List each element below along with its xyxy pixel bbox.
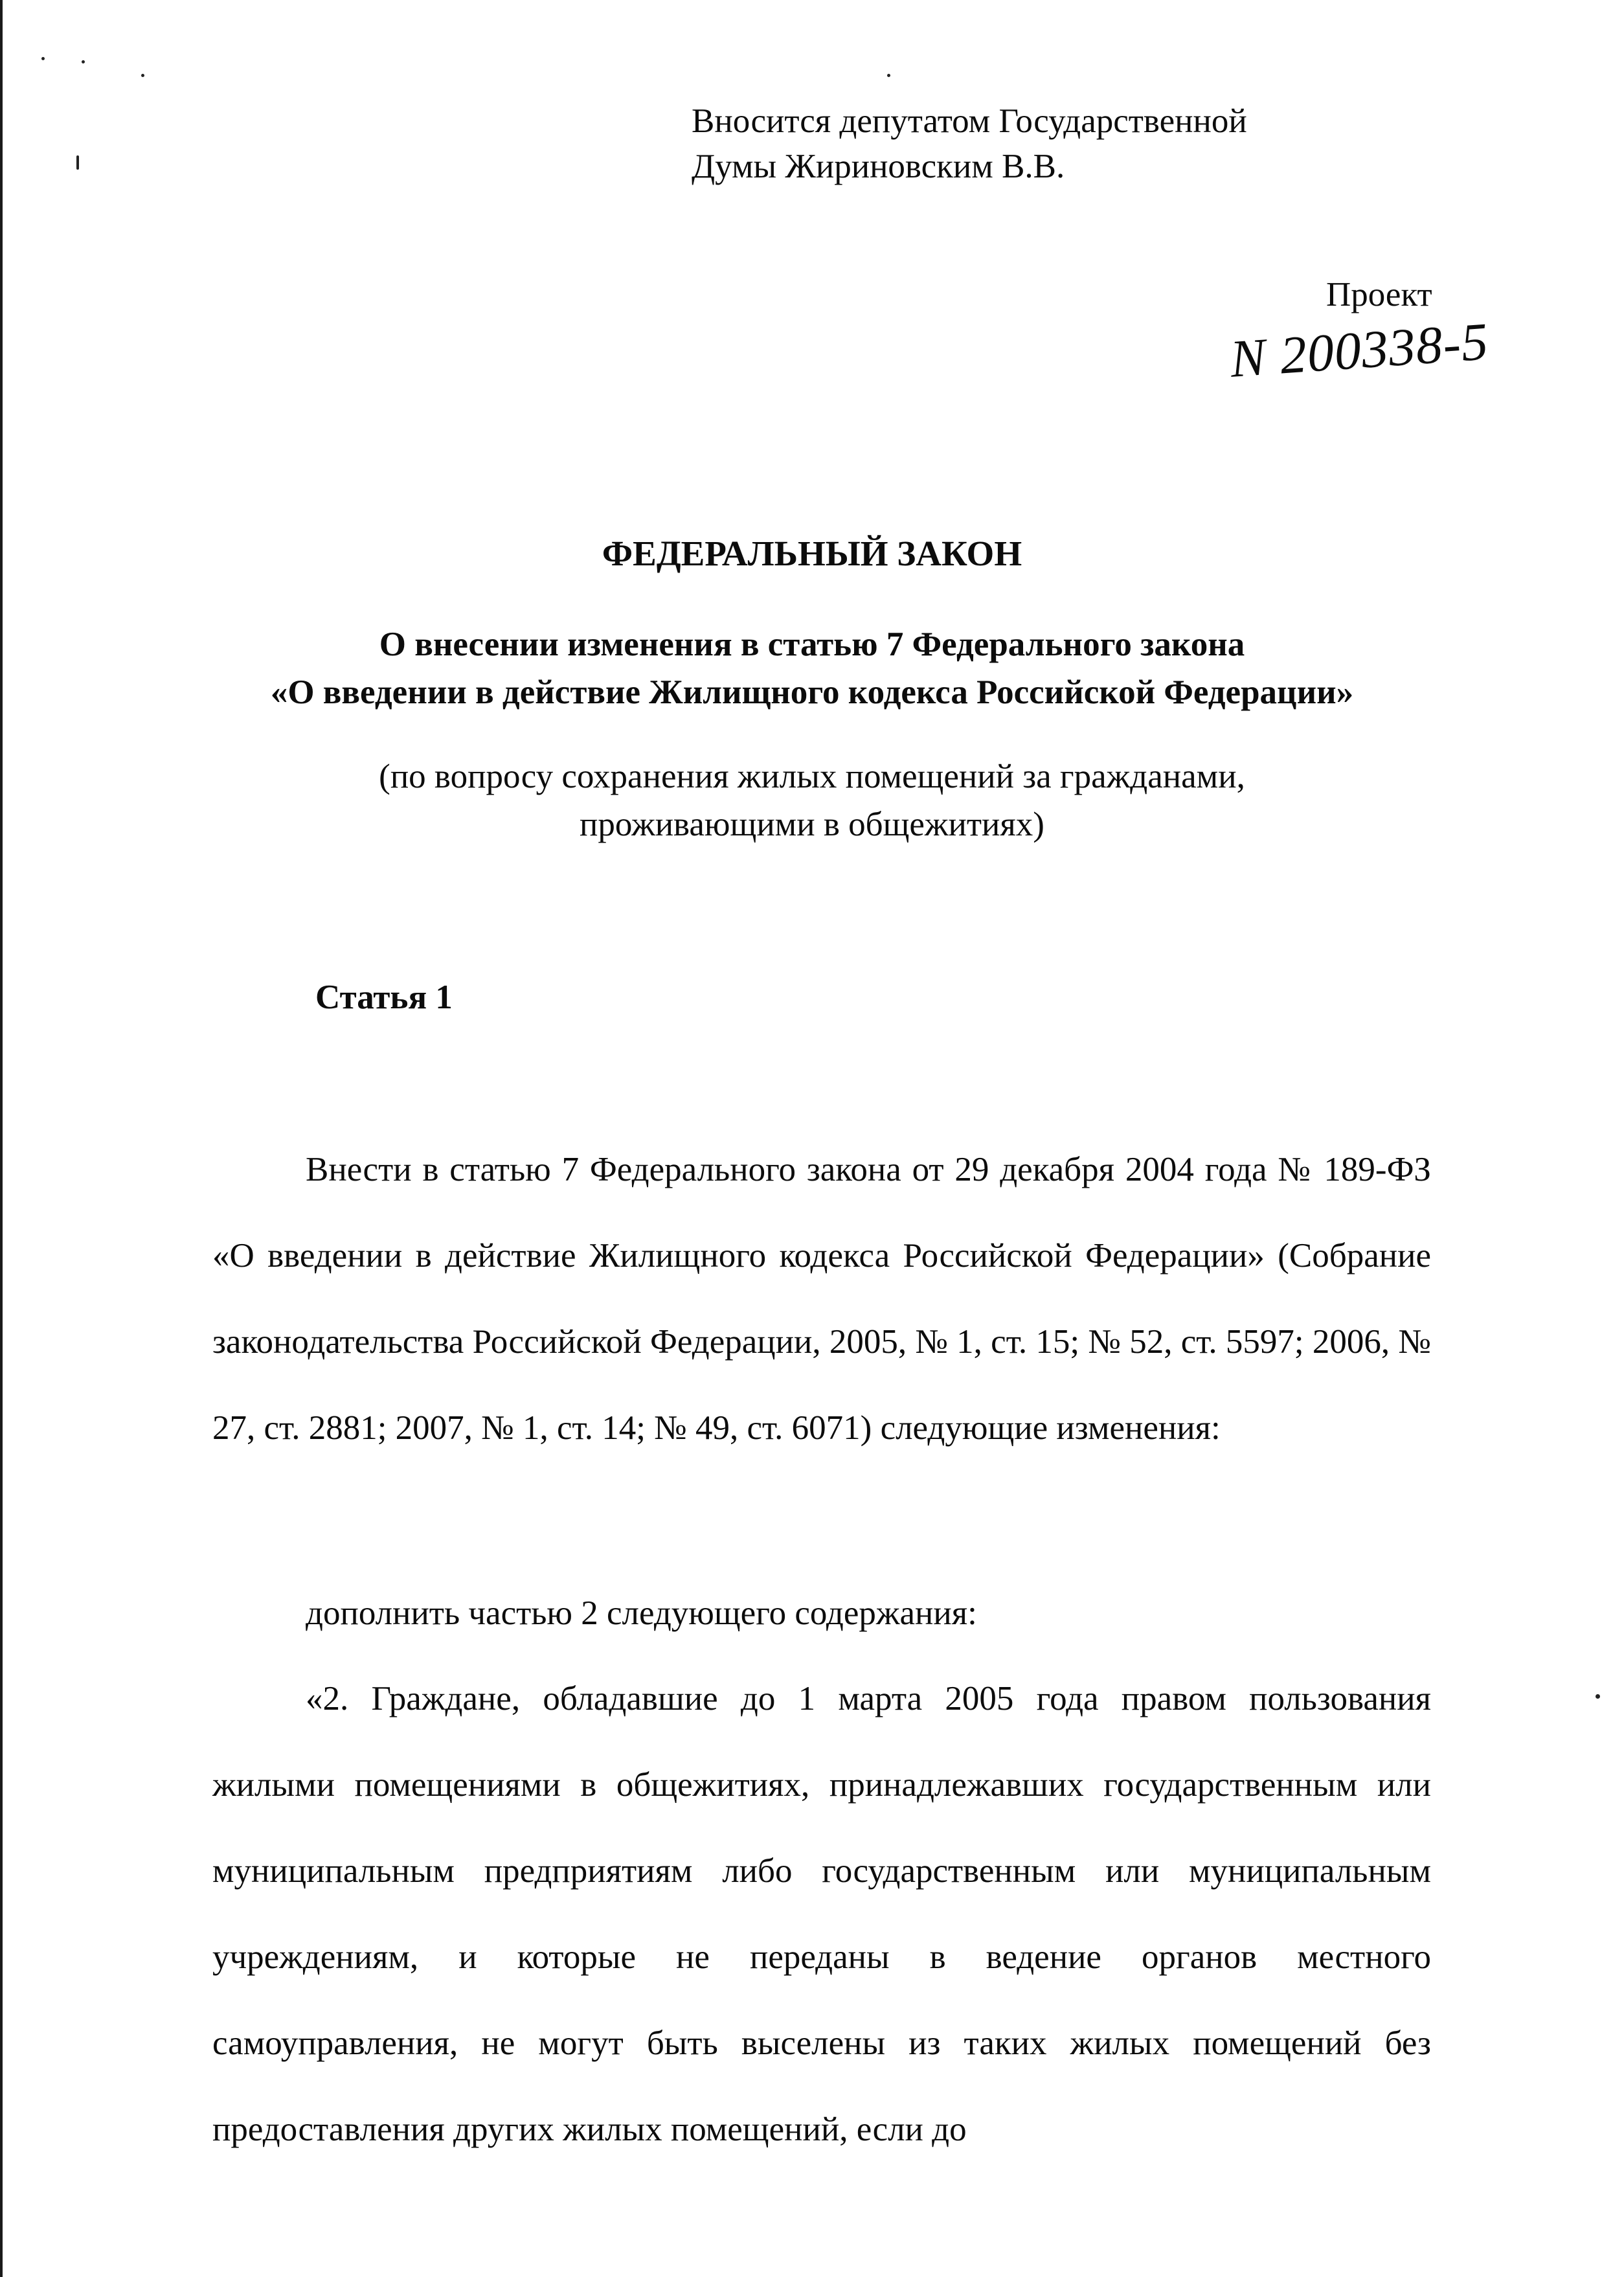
document-subtitle xyxy=(0,620,1624,716)
scan-edge-line xyxy=(0,0,3,2277)
scan-speck xyxy=(82,60,85,63)
scan-speck xyxy=(41,57,45,60)
note-line1: (по вопросу сохранения жилых помещений за гражданами, xyxy=(379,758,1245,795)
scan-speck xyxy=(76,155,79,170)
submitted-by-line1: Вносится депутатом Государственной xyxy=(692,102,1247,140)
scan-speck xyxy=(887,74,890,77)
project-label: Проект xyxy=(1326,276,1432,313)
article-heading: Статья 1 xyxy=(315,979,453,1016)
handwritten-registration-number: N 200338-5 xyxy=(1228,312,1491,389)
document-title: ФЕДЕРАЛЬНЫЙ ЗАКОН xyxy=(602,534,1022,573)
article-paragraph-amendment: Внести в статью 7 Федерального закона от 29 декабря 2004 года № 189-ФЗ «О введении в действие Жилищного кодекса Российской Федерации» (Собрание законодательства Российской Федерации, 2005, № 1, ст. 15; № 52, ст. 5597; 2006, № 27, ст. 2881; 2007, № 1, ст. 14; № 49, ст. 6071) следующие изменения: xyxy=(212,1151,1431,1447)
subtitle-line1: О внесении изменения в статью 7 Федерального закона xyxy=(379,626,1245,663)
submitted-by xyxy=(692,98,1247,189)
scan-speck xyxy=(1596,1694,1600,1699)
note-line2: проживающими в общежитиях) xyxy=(580,806,1044,843)
scan-speck xyxy=(141,74,144,77)
article-paragraph-supplement: дополнить частью 2 следующего содержания: xyxy=(306,1594,977,1632)
subtitle-line2: «О введении в действие Жилищного кодекса Российской Федерации» xyxy=(270,674,1354,711)
document-note xyxy=(0,753,1624,848)
submitted-by-line2: Думы Жириновским В.В. xyxy=(692,148,1065,185)
article-paragraph-part2: «2. Граждане, обладавшие до 1 марта 2005 года правом пользования жилыми помещениями в общежитиях, принадлежавших государственным или муниципальным предприятиям либо государственным или муниципальным учреждениям, и которые не переданы в ведение органов местного самоуправления, не могут быть выселены из таких жилых помещений без предоставления других жилых помещений, если до xyxy=(212,1680,1431,2148)
